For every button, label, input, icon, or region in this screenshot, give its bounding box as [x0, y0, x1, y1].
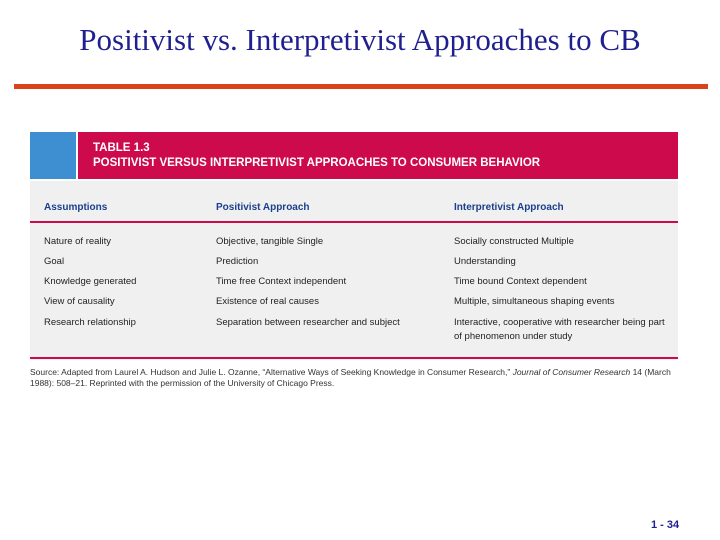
table-header: [30, 132, 678, 179]
source-text-end: 14 (March 1988): 508–21. Reprinted with the permission of the University of Chicago Press.: [30, 367, 671, 388]
column-header-positivist: Positivist Approach: [216, 202, 310, 213]
header-accent-block: [30, 132, 76, 179]
journal-name: Journal of Consumer Research: [512, 367, 631, 377]
title-divider: [14, 84, 708, 89]
positivist-cell: Objective, tangible Single: [216, 236, 324, 247]
interpretivist-cell: Time bound Context dependent: [454, 276, 587, 287]
assumption-cell: Goal: [44, 256, 65, 267]
assumption-cell: Knowledge generated: [44, 276, 137, 287]
positivist-cell: Prediction: [216, 256, 259, 267]
column-header-assumptions: Assumptions: [44, 202, 108, 213]
table-number: TABLE 1.3: [93, 142, 150, 154]
header-band: [78, 132, 678, 179]
page-number: 1 - 34: [651, 519, 680, 531]
interpretivist-cell: Socially constructed Multiple: [454, 236, 574, 247]
comparison-table: [30, 181, 678, 360]
column-header-interpretivist: Interpretivist Approach: [454, 202, 564, 213]
assumption-cell: Research relationship: [44, 317, 136, 328]
assumption-cell: Nature of reality: [44, 236, 112, 247]
assumption-cell: View of causality: [44, 296, 115, 307]
table-title: POSITIVIST VERSUS INTERPRETIVIST APPROACHES TO CONSUMER BEHAVIOR: [93, 157, 541, 169]
interpretivist-cell: Interactive, cooperative with researcher being part of phenomenon under study: [454, 317, 665, 342]
interpretivist-cell: Understanding: [454, 256, 516, 267]
column-headers: [30, 181, 678, 221]
positivist-cell: Separation between researcher and subject: [216, 317, 400, 328]
positivist-cell: Existence of real causes: [216, 296, 319, 307]
slide-title: Positivist vs. Interpretivist Approaches to CB: [79, 22, 641, 57]
source-text: Source: Adapted from Laurel A. Hudson and Julie L. Ozanne, “Alternative Ways of Seeking Knowledge in Consumer Research,”: [30, 367, 513, 377]
interpretivist-cell: Multiple, simultaneous shaping events: [454, 296, 615, 307]
source-note: [30, 367, 678, 389]
header-divider: [30, 221, 678, 223]
positivist-cell: Time free Context independent: [216, 276, 347, 287]
table-bottom-divider: [30, 357, 678, 359]
